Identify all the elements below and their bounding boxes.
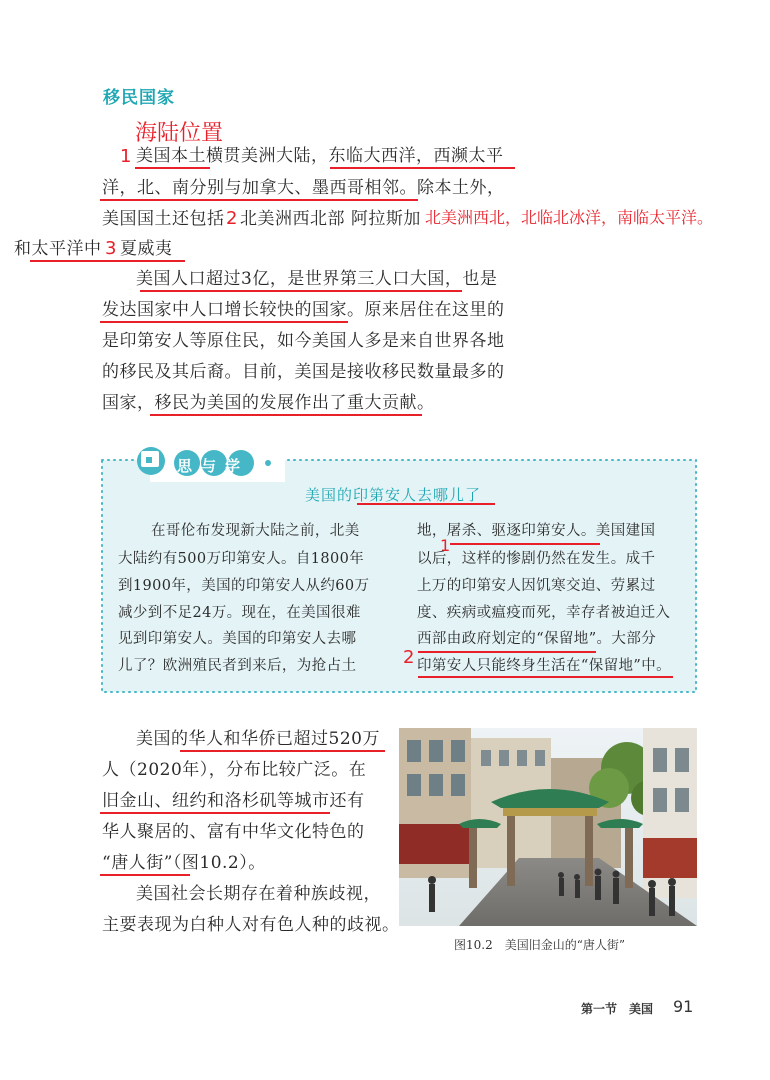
box-text-line: 减少到不足24万。现在，在美国很难 — [118, 605, 361, 621]
paragraph-line: 旧金山、纽约和洛杉矶等城市还有 — [102, 791, 365, 811]
paragraph-line: 洋，北、南分别与加拿大、墨西哥相邻。除本土外， — [102, 178, 505, 198]
paragraph-line: 发达国家中人口增长较快的国家。原来居住在这里的 — [102, 300, 505, 320]
underline — [100, 199, 418, 201]
box-label: 思与学 — [177, 457, 250, 475]
paragraph-line: 美国的华人和华侨已超过520万 — [136, 729, 380, 749]
underline — [180, 750, 385, 752]
paragraph-line: 华人聚居的、富有中华文化特色的 — [102, 822, 365, 842]
paragraph-line: 北美洲西北部 阿拉斯加 — [240, 209, 421, 229]
underline — [30, 260, 185, 262]
underline — [418, 651, 596, 653]
box-text-line: 到1900年，美国的印第安人从约60万 — [118, 578, 370, 594]
underline — [135, 167, 210, 169]
box-text-line: 以后，这样的惨剧仍然在发生。成千 — [417, 551, 656, 567]
paragraph-line: 和太平洋中 — [14, 239, 102, 259]
paragraph-line: “唐人街”（图10.2）。 — [102, 853, 266, 873]
annotation-number-2: 2 — [226, 208, 238, 229]
box-text-line: 西部由政府划定的“保留地”。大部分 — [417, 631, 657, 647]
box-text-line: 见到印第安人。美国的印第安人去哪 — [118, 631, 357, 647]
annotation-note-title: 海陆位置 — [135, 121, 224, 146]
box-title: 美国的印第安人去哪儿了 — [305, 486, 482, 504]
paragraph-line: 主要表现为白种人对有色人种的歧视。 — [102, 915, 400, 935]
annotation-number-1: 1 — [120, 146, 132, 167]
box-text-line: 大陆约有500万印第安人。自1800年 — [118, 551, 365, 567]
paragraph-line: 美国人口超过3亿，是世界第三人口大国，也是 — [136, 269, 498, 289]
box-text-line: 印第安人只能终身生活在“保留地”中。 — [417, 658, 672, 674]
paragraph-line: 夏威夷 — [120, 239, 173, 259]
annotation-number-2: 2 — [403, 647, 415, 668]
paragraph-line: 人（2020年），分布比较广泛。在 — [102, 760, 367, 780]
footer-section: 第一节 美国 — [581, 1002, 654, 1016]
underline — [330, 167, 515, 169]
underline — [357, 503, 495, 505]
underline — [150, 414, 422, 416]
annotation-number-1: 1 — [440, 536, 451, 555]
underline — [450, 543, 600, 545]
annotation-side-note: 北美洲西北，北临北冰洋，南临太平洋。 — [425, 208, 714, 227]
annotation-number-3: 3 — [105, 238, 117, 259]
box-text-line: 儿了？欧洲殖民者到来后，为抢占土 — [118, 658, 357, 674]
paragraph-line: 国家，移民为美国的发展作出了重大贡献。 — [102, 393, 435, 413]
section-heading: 移民国家 — [103, 88, 175, 108]
box-text-line: 在哥伦布发现新大陆之前，北美 — [151, 523, 360, 539]
box-text-line: 地，屠杀、驱逐印第安人。美国建国 — [417, 523, 656, 539]
chinatown-gate-photo — [399, 728, 697, 926]
box-text-line: 上万的印第安人因饥寒交迫、劳累过 — [417, 578, 656, 594]
underline — [100, 874, 190, 876]
underline — [100, 812, 330, 814]
underline — [418, 676, 673, 678]
paragraph-line: 的移民及其后裔。目前，美国是接收移民数量最多的 — [102, 362, 505, 382]
paragraph-line: 美国本土横贯美洲大陆，东临大西洋，西濒太平 — [136, 146, 504, 166]
paragraph-line: 美国国土还包括 — [102, 209, 225, 229]
underline — [140, 290, 462, 292]
page-number: 91 — [673, 997, 694, 1016]
paragraph-line: 是印第安人等原住民，如今美国人多是来自世界各地 — [102, 331, 505, 351]
paragraph-line: 美国社会长期存在着种族歧视， — [136, 884, 381, 904]
figure-caption: 图10.2 美国旧金山的“唐人街” — [454, 938, 625, 952]
underline — [100, 321, 348, 323]
box-text-line: 度、疾病或瘟疫而死，幸存者被迫迁入 — [417, 605, 671, 621]
